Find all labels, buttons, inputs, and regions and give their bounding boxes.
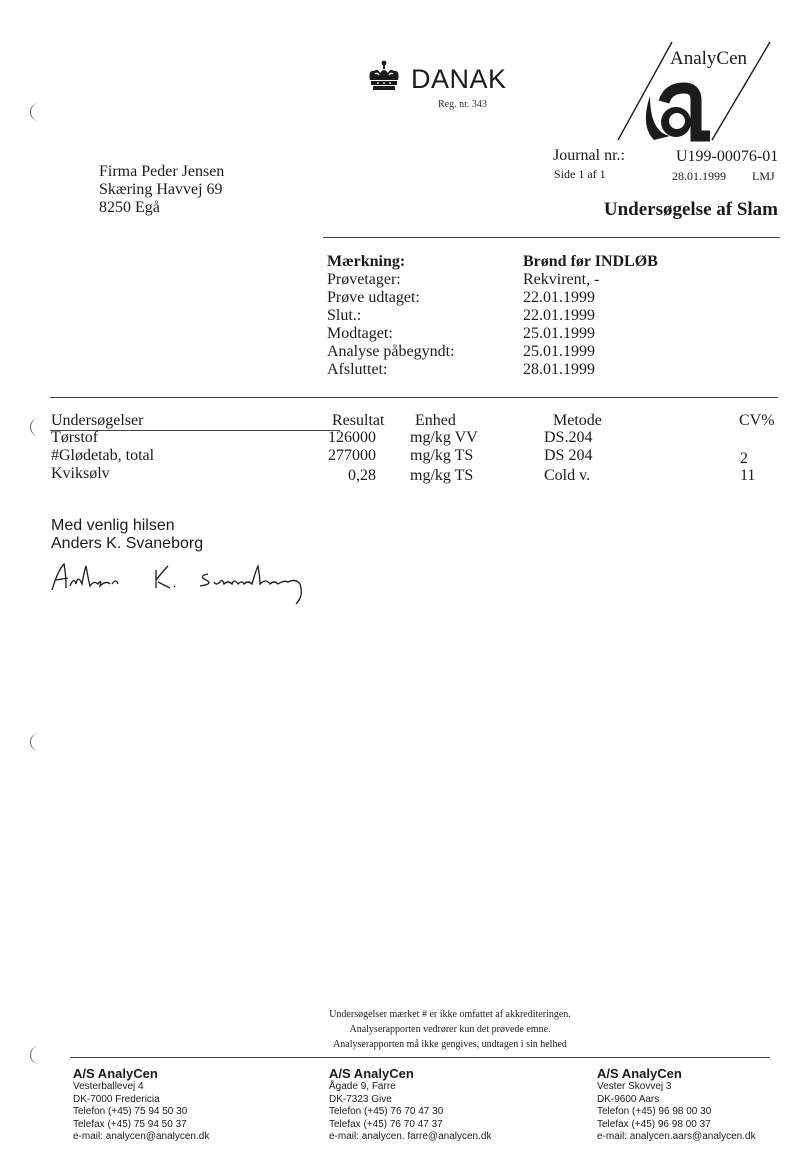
company-name: A/S AnalyCen [73,1066,158,1081]
info-value-analysis-started: 25.01.1999 [523,343,595,360]
info-label-sampler: Prøvetager: [327,271,401,288]
address-fax: Telefax (+45) 76 70 47 37 [329,1118,443,1130]
address-phone: Telefon (+45) 76 70 47 30 [329,1106,444,1117]
col-header-result: Resultat [332,412,385,429]
divider [50,397,778,398]
address-street: Ågade 9, Farre [329,1081,396,1092]
address-city: DK-9600 Aars [597,1093,660,1105]
address-email: e-mail: analycen@analycen.dk [73,1131,210,1142]
address-email: e-mail: analycen.aars@analycen.dk [597,1131,756,1142]
crown-icon [366,60,402,92]
analycen-logo [610,36,780,146]
company-name: A/S AnalyCen [597,1066,682,1081]
info-label-marking: Mærkning: [327,253,406,270]
footer-disclaimer [290,1007,610,1052]
recipient-city: 8250 Egå [99,199,160,216]
address-street: Vester Skovvej 3 [597,1081,672,1092]
cell-method: DS.204 [544,429,593,446]
cell-result: 0,28 [348,467,376,484]
address-email: e-mail: analycen. farre@analycen.dk [329,1131,492,1142]
cell-cv: 11 [740,467,756,484]
info-value-sampler: Rekvirent, - [523,271,600,288]
cell-test: Tørstof [51,429,99,446]
address-street: Vesterballevej 4 [73,1081,144,1092]
address-city: DK-7000 Fredericia [73,1093,160,1105]
address-phone: Telefon (+45) 96 98 00 30 [597,1106,712,1117]
handwritten-signature [48,560,318,610]
cell-unit: mg/kg TS [410,467,474,484]
company-name: A/S AnalyCen [329,1066,414,1081]
cell-cv: 2 [740,450,748,467]
address-city: DK-7323 Give [329,1093,392,1105]
cell-method: DS 204 [544,447,593,464]
info-label-end: Slut.: [327,307,362,324]
cell-unit: mg/kg TS [410,447,474,464]
greeting: Med venlig hilsen [51,517,175,534]
recipient-name: Firma Peder Jensen [99,163,225,180]
punch-mark [30,103,41,121]
punch-mark [30,733,41,751]
info-label-sampled: Prøve udtaget: [327,289,420,306]
report-date: 28.01.1999 [672,169,726,183]
punch-mark [30,418,41,436]
journal-number: U199-00076-01 [676,148,779,165]
disclaimer-line: Analyserapporten vedrører kun det prøvede emne. [349,1024,551,1035]
closing-block [51,517,203,553]
info-value-received: 25.01.1999 [523,325,595,342]
disclaimer-line: Undersøgelser mærket # er ikke omfattet af akkrediteringen. [329,1009,571,1020]
recipient-street: Skæring Havvej 69 [99,181,223,198]
col-header-unit: Enhed [415,412,456,429]
author-initials: LMJ [752,169,775,183]
info-label-received: Modtaget: [327,325,393,342]
address-give [329,1066,491,1144]
address-aars [597,1066,756,1144]
cell-method: Cold v. [544,467,591,484]
cell-result: 277000 [328,447,376,464]
danak-reg-number: Reg. nr. 343 [438,99,487,110]
address-fax: Telefax (+45) 96 98 00 37 [597,1118,711,1130]
signer-name: Anders K. Svaneborg [51,535,204,552]
cell-unit: mg/kg VV [410,429,478,446]
address-phone: Telefon (+45) 75 94 50 30 [73,1106,188,1117]
info-label-completed: Afsluttet: [327,361,388,378]
cell-test: #Glødetab, total [51,447,155,464]
info-value-end: 22.01.1999 [523,307,595,324]
col-header-method: Metode [553,412,602,429]
journal-label: Journal nr.: [553,147,625,164]
address-fax: Telefax (+45) 75 94 50 37 [73,1118,187,1130]
footer-divider [70,1057,770,1058]
disclaimer-line: Analyserapporten må ikke gengives, undtagen i sin helhed [333,1039,567,1050]
punch-mark [30,1046,41,1064]
recipient-address [99,163,224,217]
address-fredericia [73,1066,209,1144]
col-header-test: Undersøgelser [51,412,144,429]
info-label-analysis-started: Analyse påbegyndt: [327,343,455,360]
info-value-sampled: 22.01.1999 [523,289,595,306]
col-header-cv: CV% [739,412,775,429]
cell-result: 126000 [328,429,376,446]
cell-test: Kviksølv [51,465,110,482]
page-indicator: Side 1 af 1 [554,167,606,181]
divider [323,237,780,238]
logo-brand-text: AnalyCen [670,48,748,69]
document-title: Undersøgelse af Slam [603,199,778,220]
danak-logo-text: DANAK [411,64,507,94]
info-value-completed: 28.01.1999 [523,361,595,378]
info-value-marking: Brønd før INDLØB [523,253,658,270]
